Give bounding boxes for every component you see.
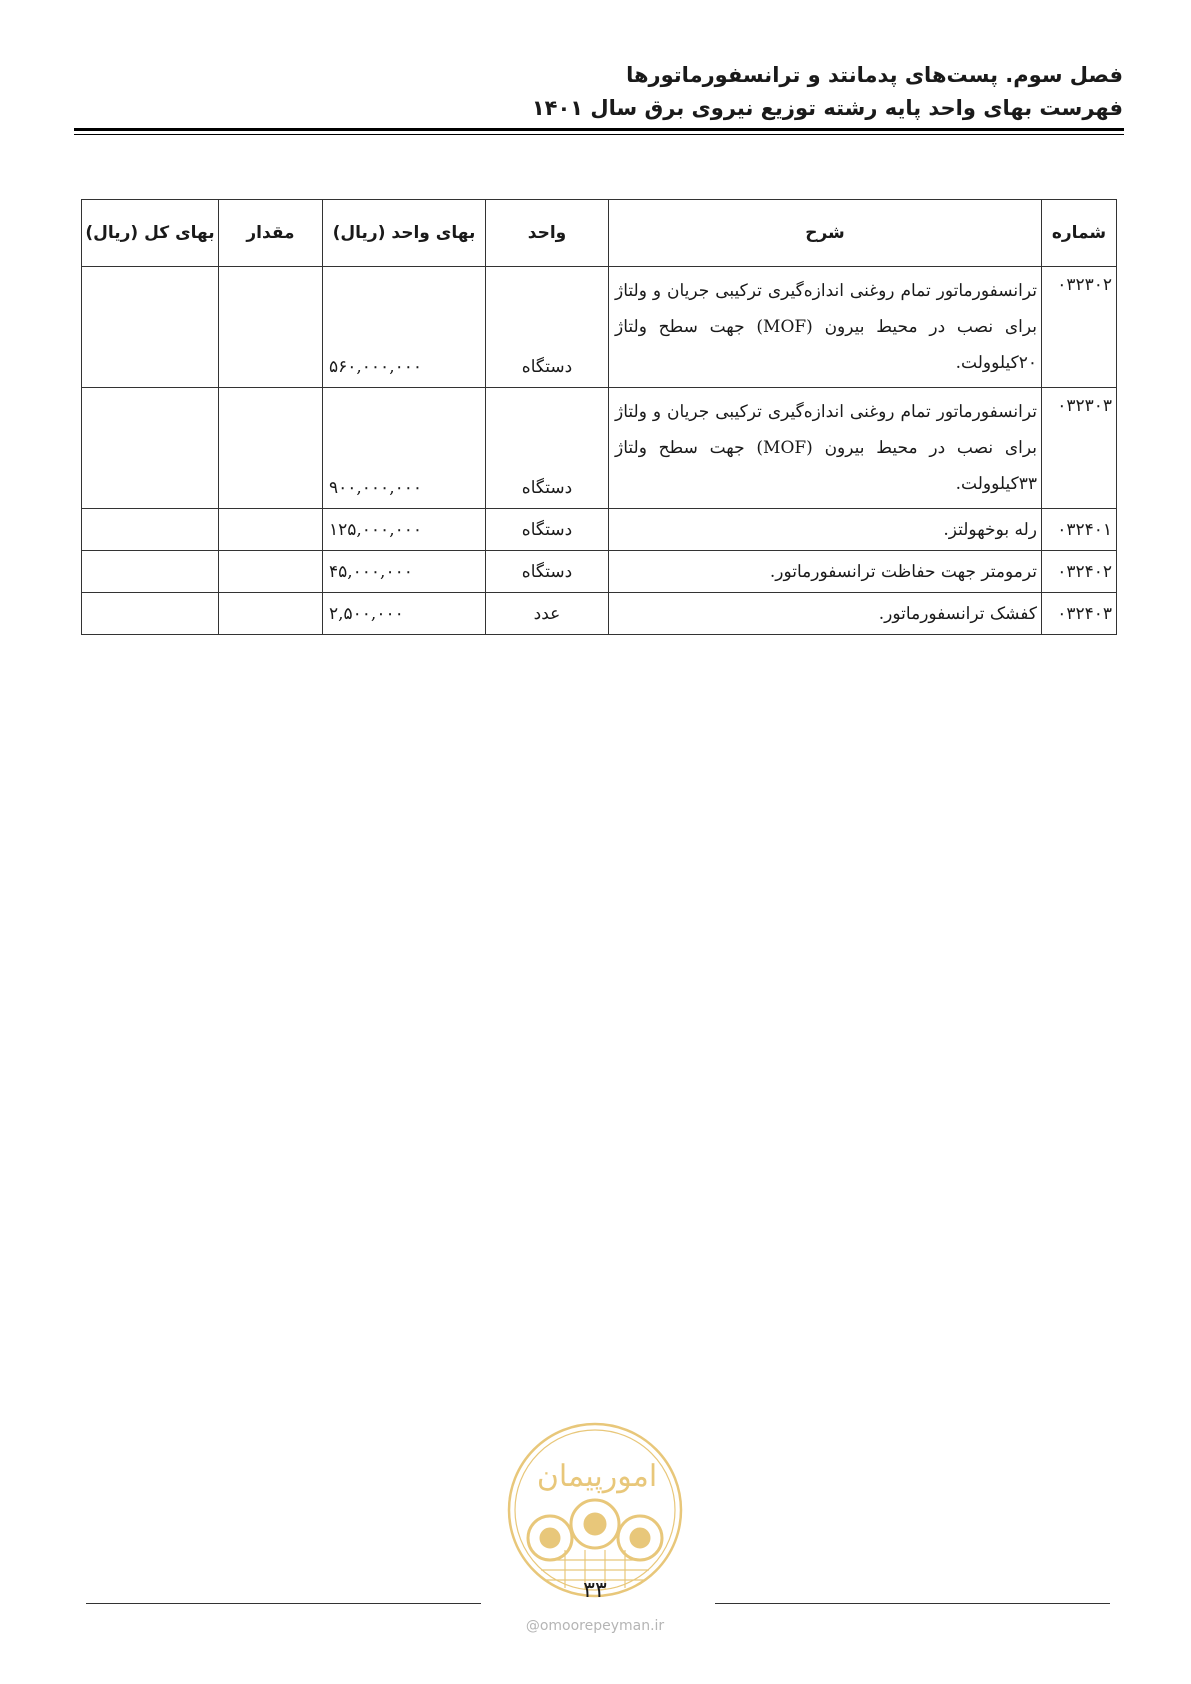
table-row: [82, 551, 1117, 593]
item-number: ۰۳۲۳۰۳: [1042, 388, 1117, 509]
item-unit-price: ۲,۵۰۰,۰۰۰: [323, 593, 486, 635]
footer-rule-left: [86, 1603, 481, 1604]
item-description: ترانسفورماتور تمام روغنی اندازه‌گیری ترکیبی جریان و ولتاژ برای نصب در محیط بیرون (MOF) جهت سطح ولتاژ ۲۰کیلوولت.: [609, 267, 1042, 388]
item-description: ترانسفورماتور تمام روغنی اندازه‌گیری ترکیبی جریان و ولتاژ برای نصب در محیط بیرون (MOF) جهت سطح ولتاژ ۳۳کیلوولت.: [609, 388, 1042, 509]
col-header-quantity: مقدار: [219, 200, 323, 267]
item-description: ترمومتر جهت حفاظت ترانسفورماتور.: [609, 551, 1042, 593]
item-quantity: [219, 388, 323, 509]
col-header-total-price: بهای کل (ریال): [82, 200, 219, 267]
item-number: ۰۳۲۴۰۳: [1042, 593, 1117, 635]
table-row: [82, 509, 1117, 551]
item-unit: دستگاه: [486, 551, 609, 593]
price-list-title: فهرست بهای واحد پایه رشته توزیع نیروی برق سال ۱۴۰۱: [531, 96, 1123, 120]
item-total-price: [82, 551, 219, 593]
item-unit: عدد: [486, 593, 609, 635]
website-watermark: @omoorepeyman.ir: [525, 1618, 665, 1634]
item-unit: دستگاه: [486, 267, 609, 388]
table-row: [82, 388, 1117, 509]
item-unit: دستگاه: [486, 509, 609, 551]
price-table: [81, 199, 1117, 635]
item-unit-price: ۱۲۵,۰۰۰,۰۰۰: [323, 509, 486, 551]
col-header-description: شرح: [609, 200, 1042, 267]
col-header-unit: واحد: [486, 200, 609, 267]
item-quantity: [219, 593, 323, 635]
item-number: ۰۳۲۴۰۲: [1042, 551, 1117, 593]
item-total-price: [82, 388, 219, 509]
item-unit-price: ۴۵,۰۰۰,۰۰۰: [323, 551, 486, 593]
header-rule-thick: [74, 128, 1124, 131]
item-total-price: [82, 593, 219, 635]
item-description: کفشک ترانسفورماتور.: [609, 593, 1042, 635]
page-number: ۳۳: [583, 1578, 607, 1603]
header-rule-thin: [74, 134, 1124, 135]
item-unit: دستگاه: [486, 388, 609, 509]
item-unit-price: ۹۰۰,۰۰۰,۰۰۰: [323, 388, 486, 509]
item-description: رله بوخهولتز.: [609, 509, 1042, 551]
chapter-title: فصل سوم. پست‌های پدمانتد و ترانسفورماتورها: [626, 63, 1123, 87]
item-total-price: [82, 267, 219, 388]
item-unit-price: ۵۶۰,۰۰۰,۰۰۰: [323, 267, 486, 388]
page-header: [68, 60, 1123, 124]
footer-rule-right: [715, 1603, 1110, 1604]
item-total-price: [82, 509, 219, 551]
table-header-row: [82, 200, 1117, 267]
gear-icons: [528, 1500, 662, 1560]
item-number: ۰۳۲۳۰۲: [1042, 267, 1117, 388]
table-row: [82, 267, 1117, 388]
col-header-number: شماره: [1042, 200, 1117, 267]
seal-text: امورپیمان: [536, 1459, 658, 1494]
table-row: [82, 593, 1117, 635]
item-number: ۰۳۲۴۰۱: [1042, 509, 1117, 551]
watermark-seal-icon: [505, 1420, 685, 1600]
col-header-unit-price: بهای واحد (ریال): [323, 200, 486, 267]
item-quantity: [219, 551, 323, 593]
item-quantity: [219, 267, 323, 388]
item-quantity: [219, 509, 323, 551]
